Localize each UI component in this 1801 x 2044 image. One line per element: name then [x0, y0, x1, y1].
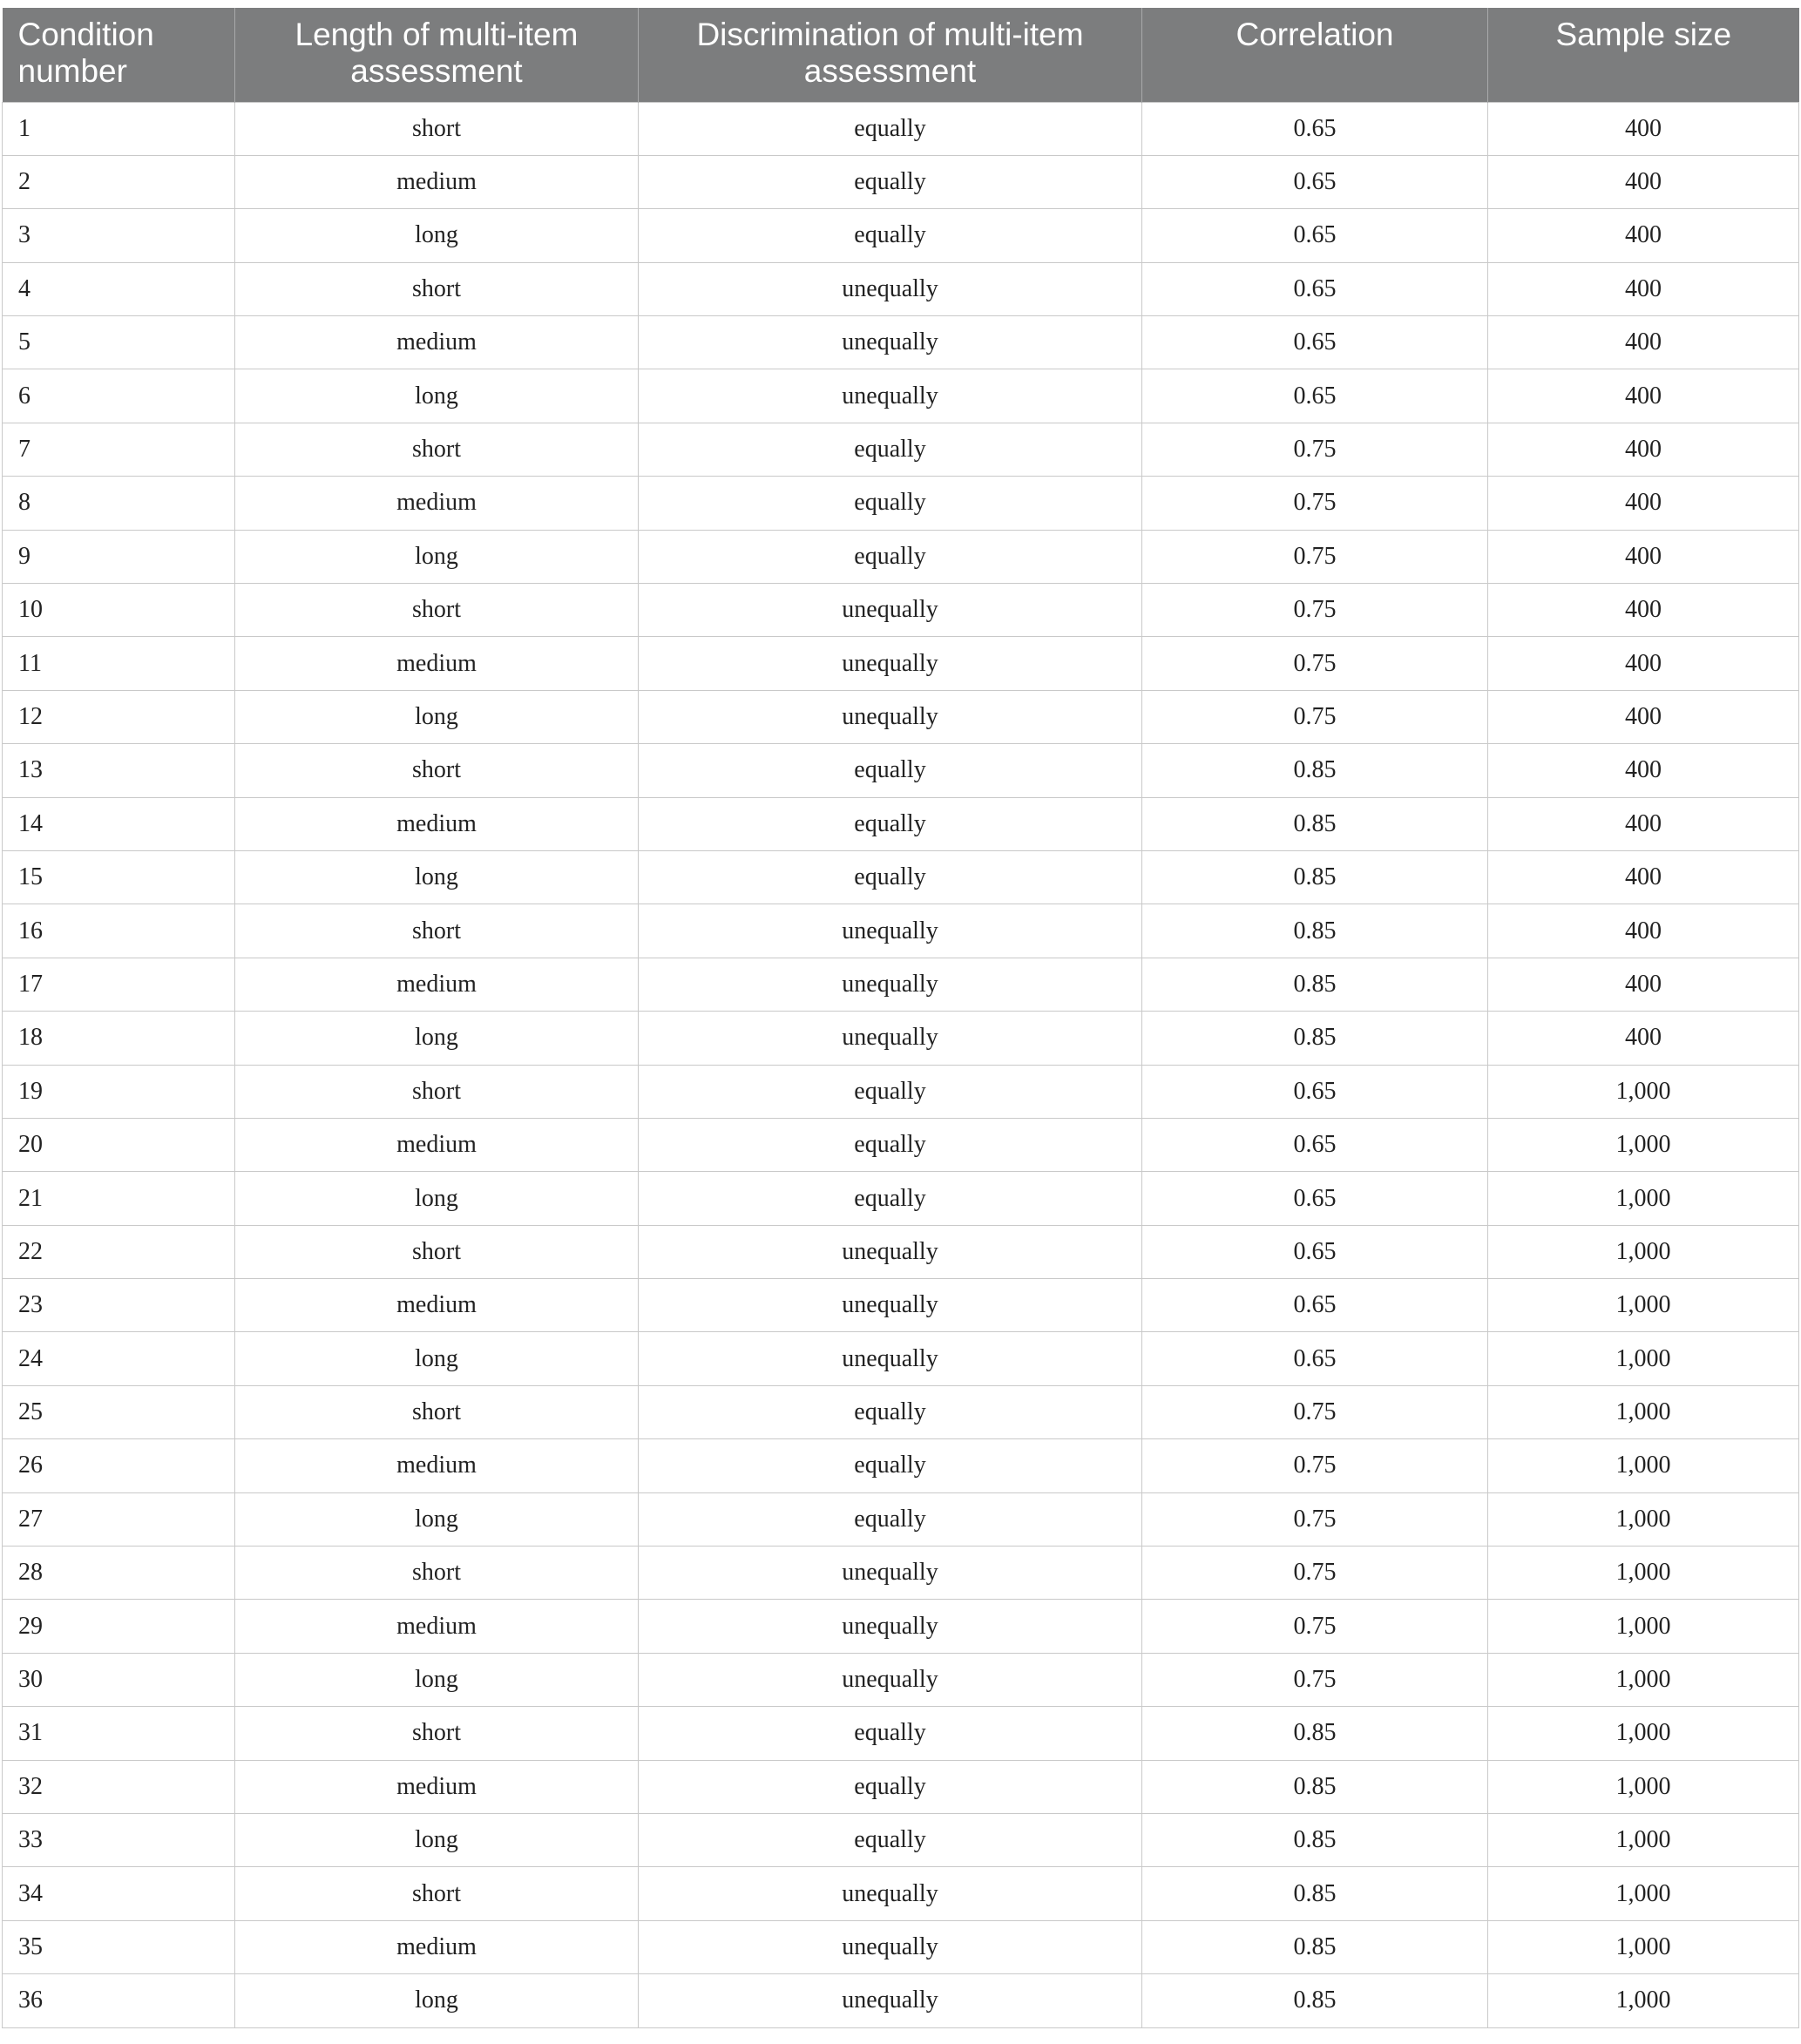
cell-sample-size: 1,000	[1488, 1118, 1799, 1171]
cell-length: medium	[235, 1600, 639, 1653]
cell-correlation: 0.65	[1142, 1225, 1488, 1278]
cell-sample-size: 1,000	[1488, 1867, 1799, 1920]
cell-correlation: 0.85	[1142, 1814, 1488, 1867]
cell-sample-size: 400	[1488, 690, 1799, 743]
cell-correlation: 0.75	[1142, 637, 1488, 690]
cell-sample-size: 400	[1488, 744, 1799, 797]
table-row	[3, 369, 1799, 423]
cell-length: short	[235, 1867, 639, 1920]
header-row	[3, 8, 1799, 102]
cell-discrimination: unequally	[639, 1600, 1142, 1653]
cell-condition-number: 28	[3, 1547, 235, 1600]
cell-discrimination: equally	[639, 1814, 1142, 1867]
cell-condition-number: 17	[3, 958, 235, 1011]
cell-condition-number: 13	[3, 744, 235, 797]
table-row	[3, 1439, 1799, 1492]
cell-discrimination: unequally	[639, 958, 1142, 1011]
table-row	[3, 1279, 1799, 1332]
cell-length: short	[235, 1547, 639, 1600]
cell-discrimination: equally	[639, 850, 1142, 904]
header-length: Length of multi-item assessment	[235, 8, 639, 102]
table-row	[3, 1814, 1799, 1867]
cell-discrimination: equally	[639, 1172, 1142, 1225]
cell-condition-number: 5	[3, 316, 235, 369]
cell-length: long	[235, 1012, 639, 1065]
table-row	[3, 1118, 1799, 1171]
table-row	[3, 1547, 1799, 1600]
cell-condition-number: 24	[3, 1332, 235, 1385]
cell-condition-number: 23	[3, 1279, 235, 1332]
cell-length: medium	[235, 155, 639, 208]
cell-condition-number: 30	[3, 1653, 235, 1706]
cell-sample-size: 400	[1488, 477, 1799, 530]
cell-sample-size: 1,000	[1488, 1439, 1799, 1492]
cell-discrimination: unequally	[639, 1920, 1142, 1973]
cell-correlation: 0.75	[1142, 584, 1488, 637]
table-row	[3, 1492, 1799, 1546]
cell-correlation: 0.85	[1142, 1920, 1488, 1973]
cell-sample-size: 1,000	[1488, 1225, 1799, 1278]
cell-length: long	[235, 1492, 639, 1546]
cell-length: long	[235, 209, 639, 262]
table-row	[3, 316, 1799, 369]
cell-length: long	[235, 530, 639, 583]
cell-length: short	[235, 1707, 639, 1760]
table-row	[3, 958, 1799, 1011]
cell-discrimination: unequally	[639, 690, 1142, 743]
cell-length: short	[235, 102, 639, 155]
cell-discrimination: unequally	[639, 316, 1142, 369]
cell-correlation: 0.75	[1142, 423, 1488, 476]
table-row	[3, 1385, 1799, 1438]
table-row	[3, 423, 1799, 476]
table-row	[3, 262, 1799, 315]
cell-length: long	[235, 1974, 639, 2027]
cell-sample-size: 1,000	[1488, 1974, 1799, 2027]
cell-length: short	[235, 744, 639, 797]
header-discrimination: Discrimination of multi-item assessment	[639, 8, 1142, 102]
cell-correlation: 0.75	[1142, 1547, 1488, 1600]
table-row	[3, 155, 1799, 208]
cell-condition-number: 22	[3, 1225, 235, 1278]
table-row	[3, 904, 1799, 958]
cell-length: medium	[235, 1439, 639, 1492]
cell-sample-size: 400	[1488, 209, 1799, 262]
cell-discrimination: equally	[639, 1492, 1142, 1546]
cell-correlation: 0.85	[1142, 904, 1488, 958]
cell-sample-size: 1,000	[1488, 1385, 1799, 1438]
cell-correlation: 0.65	[1142, 155, 1488, 208]
cell-correlation: 0.75	[1142, 690, 1488, 743]
cell-condition-number: 1	[3, 102, 235, 155]
cell-length: long	[235, 369, 639, 423]
cell-sample-size: 400	[1488, 584, 1799, 637]
cell-correlation: 0.65	[1142, 102, 1488, 155]
table-row	[3, 690, 1799, 743]
cell-correlation: 0.85	[1142, 958, 1488, 1011]
table-row	[3, 1332, 1799, 1385]
table-header	[3, 8, 1799, 102]
cell-correlation: 0.75	[1142, 477, 1488, 530]
cell-condition-number: 21	[3, 1172, 235, 1225]
cell-length: long	[235, 850, 639, 904]
cell-correlation: 0.85	[1142, 1760, 1488, 1813]
cell-correlation: 0.85	[1142, 744, 1488, 797]
cell-condition-number: 34	[3, 1867, 235, 1920]
conditions-table	[2, 8, 1799, 2028]
cell-correlation: 0.85	[1142, 797, 1488, 850]
cell-discrimination: unequally	[639, 1012, 1142, 1065]
cell-discrimination: unequally	[639, 1279, 1142, 1332]
table-row	[3, 1600, 1799, 1653]
cell-sample-size: 1,000	[1488, 1492, 1799, 1546]
cell-sample-size: 400	[1488, 1012, 1799, 1065]
table-row	[3, 530, 1799, 583]
cell-sample-size: 400	[1488, 369, 1799, 423]
cell-discrimination: equally	[639, 155, 1142, 208]
cell-sample-size: 1,000	[1488, 1332, 1799, 1385]
cell-length: medium	[235, 1760, 639, 1813]
cell-discrimination: unequally	[639, 1974, 1142, 2027]
cell-sample-size: 400	[1488, 958, 1799, 1011]
cell-length: short	[235, 262, 639, 315]
cell-correlation: 0.85	[1142, 1867, 1488, 1920]
cell-sample-size: 1,000	[1488, 1172, 1799, 1225]
cell-correlation: 0.85	[1142, 1974, 1488, 2027]
cell-correlation: 0.75	[1142, 1385, 1488, 1438]
cell-sample-size: 1,000	[1488, 1600, 1799, 1653]
cell-correlation: 0.65	[1142, 369, 1488, 423]
cell-sample-size: 400	[1488, 262, 1799, 315]
cell-discrimination: unequally	[639, 1332, 1142, 1385]
cell-discrimination: equally	[639, 1439, 1142, 1492]
cell-sample-size: 400	[1488, 850, 1799, 904]
cell-correlation: 0.75	[1142, 1653, 1488, 1706]
cell-correlation: 0.65	[1142, 1279, 1488, 1332]
table-row	[3, 1920, 1799, 1973]
cell-condition-number: 19	[3, 1065, 235, 1118]
cell-length: short	[235, 1385, 639, 1438]
table-row	[3, 1974, 1799, 2027]
cell-discrimination: unequally	[639, 1547, 1142, 1600]
cell-condition-number: 26	[3, 1439, 235, 1492]
header-condition-number: Condition number	[3, 8, 235, 102]
cell-correlation: 0.65	[1142, 1118, 1488, 1171]
cell-length: medium	[235, 477, 639, 530]
cell-condition-number: 3	[3, 209, 235, 262]
cell-length: medium	[235, 1118, 639, 1171]
cell-length: long	[235, 1172, 639, 1225]
cell-correlation: 0.75	[1142, 1600, 1488, 1653]
table-row	[3, 1065, 1799, 1118]
cell-length: long	[235, 1653, 639, 1706]
cell-length: long	[235, 1332, 639, 1385]
cell-length: medium	[235, 1920, 639, 1973]
cell-length: medium	[235, 958, 639, 1011]
cell-correlation: 0.85	[1142, 1707, 1488, 1760]
cell-condition-number: 14	[3, 797, 235, 850]
cell-discrimination: equally	[639, 1065, 1142, 1118]
cell-sample-size: 1,000	[1488, 1920, 1799, 1973]
cell-discrimination: unequally	[639, 262, 1142, 315]
table-row	[3, 850, 1799, 904]
table-row	[3, 1653, 1799, 1706]
cell-discrimination: unequally	[639, 1653, 1142, 1706]
table-body	[3, 102, 1799, 2027]
cell-discrimination: unequally	[639, 369, 1142, 423]
cell-length: short	[235, 1225, 639, 1278]
cell-correlation: 0.85	[1142, 850, 1488, 904]
conditions-table-container	[2, 8, 1798, 2028]
cell-discrimination: equally	[639, 744, 1142, 797]
cell-discrimination: unequally	[639, 1867, 1142, 1920]
cell-condition-number: 10	[3, 584, 235, 637]
table-row	[3, 209, 1799, 262]
cell-length: medium	[235, 1279, 639, 1332]
cell-condition-number: 32	[3, 1760, 235, 1813]
cell-discrimination: unequally	[639, 637, 1142, 690]
cell-condition-number: 6	[3, 369, 235, 423]
cell-sample-size: 1,000	[1488, 1707, 1799, 1760]
cell-sample-size: 1,000	[1488, 1279, 1799, 1332]
cell-condition-number: 29	[3, 1600, 235, 1653]
cell-sample-size: 400	[1488, 316, 1799, 369]
cell-sample-size: 1,000	[1488, 1653, 1799, 1706]
cell-length: medium	[235, 637, 639, 690]
cell-sample-size: 400	[1488, 155, 1799, 208]
cell-correlation: 0.65	[1142, 1332, 1488, 1385]
cell-sample-size: 400	[1488, 904, 1799, 958]
cell-discrimination: equally	[639, 1118, 1142, 1171]
cell-length: medium	[235, 316, 639, 369]
cell-condition-number: 16	[3, 904, 235, 958]
cell-length: long	[235, 690, 639, 743]
table-row	[3, 1867, 1799, 1920]
cell-sample-size: 400	[1488, 797, 1799, 850]
cell-correlation: 0.65	[1142, 262, 1488, 315]
cell-discrimination: equally	[639, 423, 1142, 476]
cell-discrimination: equally	[639, 209, 1142, 262]
cell-condition-number: 15	[3, 850, 235, 904]
cell-discrimination: equally	[639, 797, 1142, 850]
cell-discrimination: equally	[639, 530, 1142, 583]
cell-correlation: 0.75	[1142, 530, 1488, 583]
cell-discrimination: equally	[639, 477, 1142, 530]
table-row	[3, 637, 1799, 690]
cell-correlation: 0.65	[1142, 1172, 1488, 1225]
table-row	[3, 1707, 1799, 1760]
table-row	[3, 584, 1799, 637]
cell-condition-number: 20	[3, 1118, 235, 1171]
cell-condition-number: 2	[3, 155, 235, 208]
table-row	[3, 102, 1799, 155]
cell-correlation: 0.75	[1142, 1492, 1488, 1546]
cell-sample-size: 1,000	[1488, 1065, 1799, 1118]
cell-discrimination: unequally	[639, 1225, 1142, 1278]
cell-condition-number: 33	[3, 1814, 235, 1867]
table-row	[3, 744, 1799, 797]
cell-condition-number: 25	[3, 1385, 235, 1438]
cell-correlation: 0.85	[1142, 1012, 1488, 1065]
cell-sample-size: 400	[1488, 530, 1799, 583]
cell-length: short	[235, 1065, 639, 1118]
cell-sample-size: 400	[1488, 102, 1799, 155]
cell-condition-number: 11	[3, 637, 235, 690]
cell-condition-number: 9	[3, 530, 235, 583]
table-row	[3, 797, 1799, 850]
cell-discrimination: equally	[639, 1385, 1142, 1438]
table-row	[3, 1225, 1799, 1278]
cell-condition-number: 27	[3, 1492, 235, 1546]
cell-sample-size: 400	[1488, 423, 1799, 476]
cell-correlation: 0.65	[1142, 1065, 1488, 1118]
cell-sample-size: 400	[1488, 637, 1799, 690]
cell-sample-size: 1,000	[1488, 1760, 1799, 1813]
cell-length: short	[235, 423, 639, 476]
cell-discrimination: unequally	[639, 584, 1142, 637]
cell-condition-number: 12	[3, 690, 235, 743]
cell-sample-size: 1,000	[1488, 1547, 1799, 1600]
header-correlation: Correlation	[1142, 8, 1488, 102]
cell-sample-size: 1,000	[1488, 1814, 1799, 1867]
cell-condition-number: 18	[3, 1012, 235, 1065]
cell-condition-number: 4	[3, 262, 235, 315]
cell-condition-number: 31	[3, 1707, 235, 1760]
cell-correlation: 0.75	[1142, 1439, 1488, 1492]
cell-condition-number: 35	[3, 1920, 235, 1973]
cell-length: short	[235, 904, 639, 958]
table-row	[3, 1172, 1799, 1225]
cell-condition-number: 8	[3, 477, 235, 530]
cell-correlation: 0.65	[1142, 316, 1488, 369]
cell-condition-number: 36	[3, 1974, 235, 2027]
table-row	[3, 1012, 1799, 1065]
cell-discrimination: equally	[639, 1707, 1142, 1760]
cell-condition-number: 7	[3, 423, 235, 476]
cell-discrimination: equally	[639, 1760, 1142, 1813]
cell-correlation: 0.65	[1142, 209, 1488, 262]
cell-length: long	[235, 1814, 639, 1867]
cell-discrimination: unequally	[639, 904, 1142, 958]
table-row	[3, 1760, 1799, 1813]
cell-length: short	[235, 584, 639, 637]
cell-discrimination: equally	[639, 102, 1142, 155]
header-sample-size: Sample size	[1488, 8, 1799, 102]
cell-length: medium	[235, 797, 639, 850]
table-row	[3, 477, 1799, 530]
